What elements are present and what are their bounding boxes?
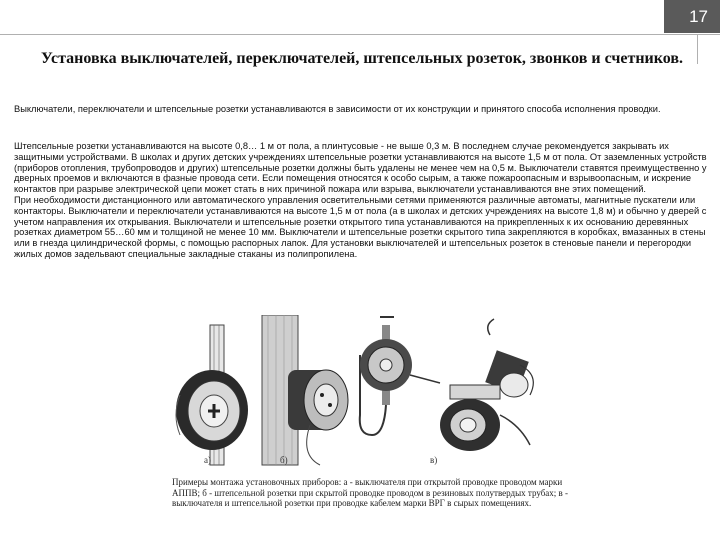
installation-figure [150, 315, 570, 475]
switch-drawing [176, 325, 248, 465]
figure-caption: Примеры монтажа установочных приборов: а - выключателя при открытой проводке проводом марки АППВ; б - штепсельной розетки при скрытой проводке проводом в резиновых полутвердых трубах; в - выключателя и штепсельной розетки при проводке кабелем марки ВРГ в сырых помещениях. [172, 477, 569, 508]
page-title: Установка выключателей, переключателей, штепсельных розеток, звонков и счетников. [40, 50, 684, 67]
figure-illustration [150, 315, 570, 475]
slide-header-bar [0, 0, 720, 33]
body-text [14, 141, 718, 260]
paragraph: При необходимости дистанционного или автоматического управления осветительными сетями применяются различные автоматы, магнитные пускатели или контакторы. Выключатели и переключатели устанавливаются на высоте 1,5 м от пола (а в школах и детских учреждениях на высоте 1,8 м) и обычно у дверей с учетом направления их открывания. Выключатели и штепсельные розетки открытого типа устанавливаются на прикрепленных к их основанию деревянных розетках диаметром 55…60 мм и толщиной не менее 10 мм. Выключатели и штепсельные розетки скрытого типа закрепляются в коробках, вмазанных в стены или в гнезда цилиндрической формы, с помощью распорных лапок. Для установки выключателей и штепсельных розеток в стеновые панели и перегородки жилых домов задельвают специальные закладные стаканы из полипропилена. [14, 194, 707, 259]
pipe-drawing [360, 317, 440, 435]
intro-paragraph: Выключатели, переключатели и штепсельные розетки устанавливаются в зависимости от их конструкции и принятого способа исполнения проводки. [14, 104, 661, 114]
figure-label-c: в) [430, 455, 438, 465]
page-number: 17 [664, 0, 720, 33]
figure-label-b: б) [280, 455, 288, 465]
figure-label-a: а) [204, 455, 211, 465]
corner-decoration [696, 34, 720, 59]
header-divider [0, 34, 696, 35]
socket-drawing [262, 315, 348, 465]
paragraph: Штепсельные розетки устанавливаются на высоте 0,8… 1 м от пола, а плинтусовые - не выше 0,3 м. В последнем случае рекомендуется закрывать их защитными устройствами. В школах и других детских учреждениях штепсельные розетки устанавливаются на высоте 1,5 м от пола. От заземленных устройств (приборов отопления, трубопроводов и других) штепсельные розетки должны быть удалены не менее чем на 0,5 м. Выключатели ставятся преимущественно у дверных проемов и включаются в фазные провода сети. Если помещения относятся к особо сырым, а также пожароопасным и взрывоопасным, и искрение контактов при разрыве электрической цепи может стать в них причиной пожара или взрыва, выключатели устанавливаются вне этих помещений. [14, 141, 707, 195]
corner-line [697, 34, 698, 64]
damp-room-drawing [440, 319, 533, 451]
